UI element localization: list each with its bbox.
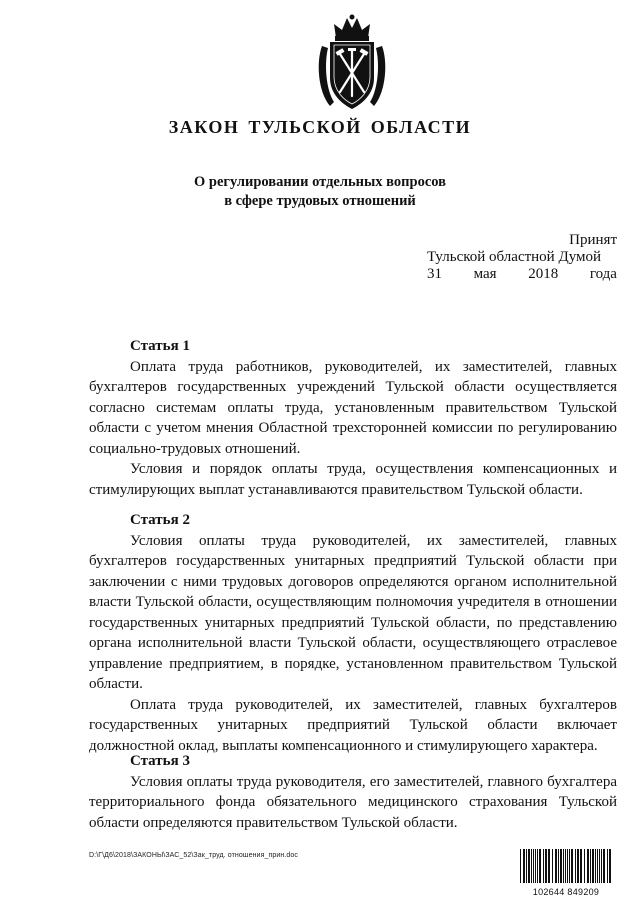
law-title: ЗАКОН ТУЛЬСКОЙ ОБЛАСТИ <box>168 117 472 137</box>
subtitle-line-1: О регулировании отдельных вопросов <box>193 174 446 190</box>
subtitle-line-2: в сфере трудовых отношений <box>224 193 416 209</box>
article-paragraph: Оплата труда руководителей, их заместителей, главных бухгалтеров государственных унитарных предприятий Тульской области включает должностной оклад, выплаты компенсационного и стимулирующего характера. <box>89 696 617 754</box>
barcode-icon <box>519 849 613 883</box>
adoption-date <box>427 266 617 283</box>
adoption-day: 31 <box>427 266 442 282</box>
barcode-number: 102644 849209 <box>532 887 600 897</box>
article-1 <box>89 336 617 500</box>
article-title: Статья 2 <box>130 512 190 528</box>
law-subtitle <box>0 173 640 211</box>
article-title: Статья 3 <box>130 753 190 769</box>
adoption-year-word: года <box>589 266 617 282</box>
barcode <box>519 849 613 895</box>
article-3 <box>89 751 617 833</box>
article-2 <box>89 510 617 756</box>
article-paragraph: Условия оплаты труда руководителя, его заместителей, главного бухгалтера территориального фонда обязательного медицинского страхования Тульской области определяются правительством Тульской области. <box>89 773 617 831</box>
article-title: Статья 1 <box>130 338 190 354</box>
adoption-month: мая <box>473 266 497 282</box>
tula-coat-of-arms-icon <box>314 12 390 112</box>
adopted-by: Тульской областной Думой <box>427 249 602 265</box>
file-path: D:\Г\Д6\2018\ЗАКОНЫ\ЗАС_52\Зак_труд. отношения_прин.doc <box>89 852 298 859</box>
adoption-year: 2018 <box>528 266 559 282</box>
article-paragraph: Условия оплаты труда руководителей, их заместителей, главных бухгалтеров государственных унитарных предприятий Тульской области при заключении с ними трудовых договоров определяются органом исполнительной власти Тульской области, осуществляющим полномочия учредителя в отношении государственных унитарных предприятий Тульской области, по представлению органа исполнительной власти Тульской области, осуществляющего отраслевое управление предприятием, в порядке, установленном правительством Тульской области. <box>89 532 617 692</box>
adoption-block <box>427 232 617 283</box>
adopted-label: Принят <box>569 232 617 248</box>
article-paragraph: Условия и порядок оплаты труда, осуществления компенсационных и стимулирующих выплат устанавливаются правительством Тульской области. <box>89 461 617 498</box>
article-paragraph: Оплата труда работников, руководителей, их заместителей, главных бухгалтеров государственных учреждений Тульской области осуществляется согласно системам оплаты труда, установленным правительством Тульской области с учетом мнения Областной трехсторонней комиссии по регулированию социально-трудовых отношений. <box>89 358 617 457</box>
